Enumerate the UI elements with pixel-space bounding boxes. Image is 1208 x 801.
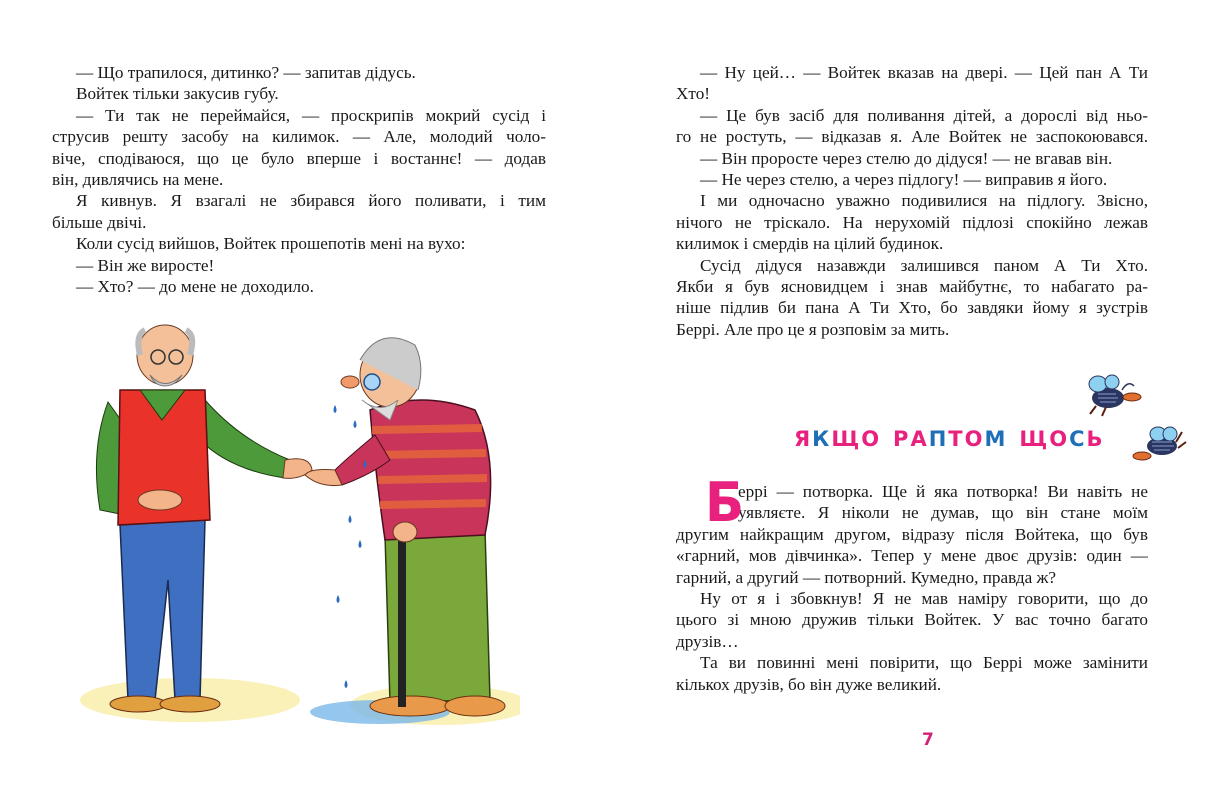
text-line: — Він же виросте! [76,255,215,275]
text-line: Ну от я і збовкнув! Я не мав наміру говорити, що до [700,588,1148,608]
text-line: більше двічі. [52,212,147,232]
text-line: «гарний, мов дівчинка». Тепер у мене двоє друзів: один — [676,546,1148,566]
drop-cap: Б [705,471,745,534]
text-line: струсив решту засобу на килимок. — Але, молодий чоло- [52,127,546,147]
text-line: ніше підлив би пана А Ти Хто, бо завдяки йому я зустрів [676,298,1148,318]
text-line: І ми одночасно уважно подивилися на підлогу. Звісно, [700,191,1148,211]
heading-letter: К [812,427,832,451]
text-line: Якби я був ясновидцем і знав майбутнє, то набагато ра- [676,276,1148,296]
right-page-text-top [676,62,1148,340]
text-line: нічого не тріскало. На нерухомій підлозі спокійно лежав [676,212,1148,232]
text-line: Та ви повинні мені повірити, що Беррі може замінити [700,653,1148,673]
right-page-text-bottom [676,471,1148,695]
text-line: кількох друзів, бо він дуже великий. [676,674,942,694]
heading-letter: П [928,427,949,451]
illustration-two-grandfathers [80,320,520,740]
text-line: — Не через стелю, а через підлогу! — виправив я його. [700,169,1108,189]
text-line: цього зі мною дружив тільки Войтек. У вас точно багато [676,610,1148,630]
heading-letter: Щ [1019,427,1050,451]
chapter-heading [794,427,1105,451]
heading-letter: С [1069,427,1087,451]
heading-letter: Ь [1086,427,1105,451]
text-line: килимок і смердів на цілий будинок. [676,234,944,254]
text-line: — Ти так не переймайся, — проскрипів мокрий сусід і [76,105,546,125]
page-number: 7 [922,730,934,750]
right-page [604,0,1208,801]
text-line: він, дивлячись на мене. [52,169,224,189]
left-page-text [52,62,546,297]
text-line: Хто! [676,84,711,104]
heading-letter: Щ [831,427,862,451]
text-line: — Що трапилося, дитинко? — запитав дідусь. [76,63,416,82]
text-line: уявляєте. Я ніколи не думав, що він стане моїм [738,503,1148,523]
text-line: — Це був засіб для поливання дітей, а дорослі від ньо- [700,105,1148,125]
heading-letter: М [984,427,1008,451]
flying-bug-icon [1082,372,1144,418]
text-line: Сусід дідуся назавжди залишився паном А Ти Хто. [700,255,1148,275]
grandfathers-illustration [80,320,520,740]
heading-letter: О [1049,427,1070,451]
text-line: — Хто? — до мене не доходило. [76,276,314,296]
text-line: Войтек тільки закусив губу. [76,84,279,104]
text-line: Я кивнув. Я взагалі не збирався його поливати, і тим [76,191,546,211]
text-line: гарний, а другий — потворний. Кумедно, правда ж? [676,567,1056,587]
text-line: друзів… [676,631,739,651]
text-line: віче, сподіваюся, що це було вперше і востаннє! — додав [52,148,546,168]
text-line: другим найкращим другом, відразу після Войтека, що був [676,524,1148,544]
heading-letter: О [861,427,882,451]
heading-letter: Я [794,427,813,451]
text-line: — Ну цей… — Войтек вказав на двері. — Цей пан А Ти [700,63,1148,82]
flying-bug-icon [1132,424,1188,466]
heading-letter: А [910,427,929,451]
text-line: еррі — потворка. Ще й яка потворка! Ви навіть не [738,482,1148,501]
heading-letter: Т [948,427,965,451]
text-line: го не ростуть, — відказав я. Але Войтек не заспокоювався. [676,127,1148,147]
heading-letter: Р [893,427,911,451]
text-line: Коли сусід вийшов, Войтек прошепотів мені на вухо: [76,234,466,254]
text-line: Беррі. Але про це я розповім за мить. [676,319,950,339]
heading-letter: О [964,427,985,451]
text-line: — Він проросте через стелю до дідуся! — не вгавав він. [700,148,1113,168]
